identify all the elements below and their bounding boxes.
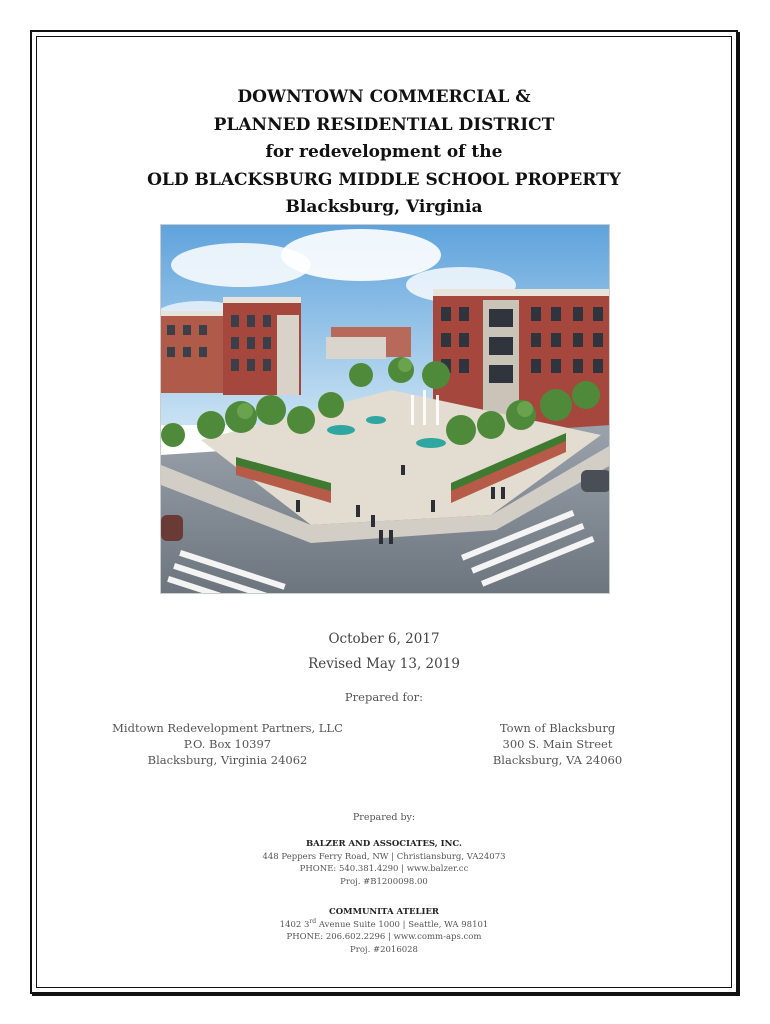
firm2-name: COMMUNITA ATELIER bbox=[329, 907, 439, 917]
title-line-2: PLANNED RESIDENTIAL DISTRICT bbox=[213, 114, 555, 135]
firm2-address bbox=[36, 919, 732, 932]
document-dates bbox=[36, 627, 732, 677]
firm1-project: Proj. #B1200098.00 bbox=[340, 876, 428, 887]
client-right-name: Town of Blacksburg bbox=[499, 721, 616, 735]
title-line-4: OLD BLACKSBURG MIDDLE SCHOOL PROPERTY bbox=[147, 169, 621, 190]
client-right-address-1: 300 S. Main Street bbox=[502, 737, 613, 751]
title-location: Blacksburg, Virginia bbox=[285, 197, 483, 217]
client-midtown bbox=[110, 720, 345, 768]
firm-communita bbox=[36, 906, 732, 956]
original-date: October 6, 2017 bbox=[328, 631, 440, 647]
prepared-by-label: Prepared by: bbox=[352, 812, 416, 823]
title-line-1: DOWNTOWN COMMERCIAL & bbox=[237, 87, 531, 107]
firm2-phone: PHONE: 206.602.2296 | www.comm-aps.com bbox=[286, 932, 482, 942]
firm2-project: Proj. #2016028 bbox=[350, 944, 418, 955]
firm2-address-rest: Avenue Suite 1000 | Seattle, WA 98101 bbox=[316, 919, 489, 930]
document-title bbox=[36, 84, 732, 222]
client-left-address-2: Blacksburg, Virginia 24062 bbox=[147, 753, 308, 767]
firm1-name: BALZER AND ASSOCIATES, INC. bbox=[306, 839, 462, 849]
site-rendering-image bbox=[160, 224, 610, 594]
client-left-address-1: P.O. Box 10397 bbox=[183, 737, 272, 751]
client-right-address-2: Blacksburg, VA 24060 bbox=[492, 753, 623, 767]
prepared-for-label: Prepared for: bbox=[344, 690, 424, 704]
firm1-address: 448 Peppers Ferry Road, NW | Christiansburg, VA24073 bbox=[262, 851, 506, 862]
firm2-address-ordinal: rd bbox=[309, 917, 317, 925]
firm1-phone: PHONE: 540.381.4290 | www.balzer.cc bbox=[299, 864, 469, 874]
title-line-3: for redevelopment of the bbox=[265, 142, 503, 162]
firm2-address-number: 1402 3 bbox=[279, 919, 310, 930]
revised-date: Revised May 13, 2019 bbox=[308, 656, 460, 672]
client-town bbox=[470, 720, 645, 768]
firm-balzer bbox=[36, 838, 732, 888]
client-left-name: Midtown Redevelopment Partners, LLC bbox=[112, 721, 343, 735]
